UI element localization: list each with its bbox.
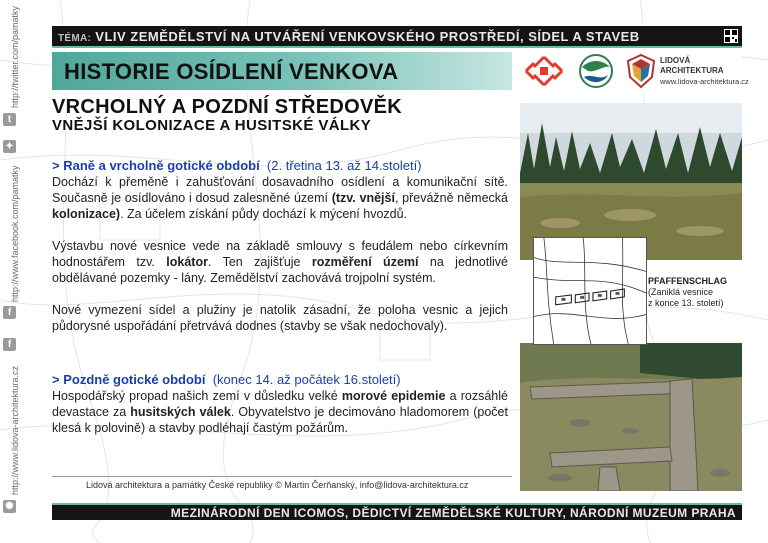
- text-run-bold: lokátor: [166, 255, 208, 269]
- section1-title: > Raně a vrcholně gotické období: [52, 158, 260, 173]
- text-run: na jednotlivé obdělávané pozemky - lány. Zemědělství zachovává trojpolní systém.: [52, 255, 508, 285]
- section1-period: (2. třetina 13. až 14.století): [266, 158, 422, 173]
- caption-line2: z konce 13. století): [648, 298, 724, 308]
- logo-name-line1: LIDOVÁ: [660, 56, 691, 65]
- credit-divider: [52, 476, 512, 477]
- web-link[interactable]: http://www.lidova-architektura.cz: [10, 365, 20, 495]
- topic-bar: [52, 26, 742, 48]
- page-title: HISTORIE OSÍDLENÍ VENKOVA: [64, 59, 399, 84]
- facebook-square-icon: f: [3, 338, 16, 351]
- caption-title: PFAFFENSCHLAG: [648, 276, 728, 286]
- text-run: . Za účelem získání půdy dochází k mýcení hvozdů.: [120, 207, 408, 221]
- logo-url[interactable]: www.lidova-architektura.cz: [660, 77, 749, 86]
- header: [52, 50, 749, 92]
- twitter-link[interactable]: http://twitter.com/pamatky: [10, 5, 20, 108]
- logo-name-line2: ARCHITEKTURA: [660, 66, 724, 75]
- section2-period: (konec 14. až počátek 16.století): [212, 372, 401, 387]
- main-heading: VRCHOLNÝ A POZDNÍ STŘEDOVĚK: [52, 96, 402, 118]
- facebook-link[interactable]: http://www.facebook.com/pamatky: [10, 165, 20, 302]
- topic-text: [58, 29, 640, 44]
- twitter-icon[interactable]: t: [3, 113, 16, 126]
- title-box: [52, 52, 512, 90]
- bottom-bar-text: MEZINÁRODNÍ DEN ICOMOS, DĚDICTVÍ ZEMĚDĚLSKÉ KULTURY, NÁRODNÍ MUZEUM PRAHA: [170, 506, 736, 520]
- section1-paragraph3: Nové vymezení sídel a plužiny je natolik zásadní, že poloha vesnic a jejich půdorysné uspořádání přetrvává dodnes (stavby se však nedochovaly).: [52, 303, 508, 333]
- logo-name: [660, 56, 724, 76]
- topic-title: VLIV ZEMĚDĚLSTVÍ NA UTVÁŘENÍ VENKOVSKÉHO PROSTŘEDÍ, SÍDEL A STAVEB: [95, 29, 640, 44]
- section2-paragraph: [52, 388, 508, 436]
- topic-label: TÉMA:: [58, 33, 92, 44]
- text-run: . Ten zajišťuje: [207, 255, 312, 269]
- section2-heading: [52, 372, 508, 388]
- content-column: [52, 158, 508, 436]
- credit-text: Lidová architektura a památky České republiky © Martin Čerňanský, info@lidova-architektura.cz: [86, 480, 469, 490]
- text-run-bold: rozměření území: [311, 255, 419, 269]
- side-link-strip: [0, 0, 20, 543]
- text-run: Hospodářský propad našich zemí v důsledku velké: [52, 389, 342, 403]
- text-run: Výstavbu nové vesnice vede na základě smlouvy s feudálem nebo církevním hodnostářem tzv.: [52, 239, 508, 269]
- compass-logo-icon[interactable]: [520, 54, 568, 88]
- text-run: Dochází k přeměně i zahušťování dosavadního osídlení a komunikační sítě. Současně je osídlováno i dosud zalesněné území: [52, 175, 508, 205]
- text-run: a rozsáhlé devastace za: [52, 389, 508, 419]
- text-run-bold: (tzv. vnější: [331, 191, 395, 205]
- section2-title: > Pozdně gotické období: [52, 372, 206, 387]
- shield-logo-icon[interactable]: [626, 53, 656, 89]
- photo-caption: [648, 276, 740, 309]
- text-run-bold: kolonizace): [52, 207, 121, 221]
- section1-paragraph1: [52, 174, 508, 222]
- text-run: , převážně německá: [394, 191, 508, 205]
- globe-logo-icon[interactable]: [574, 53, 618, 89]
- section1-heading: [52, 158, 508, 174]
- facebook-icon[interactable]: f: [3, 306, 16, 319]
- caption-line1: (Zaniklá vesnice: [648, 287, 714, 297]
- foundation-ruins-photo: [520, 343, 742, 491]
- web-icon[interactable]: ✺: [3, 500, 16, 513]
- twitter-bird-icon: ✦: [3, 140, 16, 153]
- sub-heading: VNĚJŠÍ KOLONIZACE A HUSITSKÉ VÁLKY: [52, 117, 372, 134]
- text-run: . Obyvatelstvo je decimováno hladomorem (počet klesá k polovině) a stavby podléhají častým požárům.: [52, 405, 508, 435]
- village-plan-drawing: [533, 237, 647, 345]
- bottom-bar: [52, 503, 742, 520]
- text-run-bold: morové epidemie: [341, 389, 446, 403]
- section1-paragraph2: [52, 238, 508, 286]
- qr-icon: [724, 29, 738, 43]
- text-run-bold: husitských válek: [130, 405, 231, 419]
